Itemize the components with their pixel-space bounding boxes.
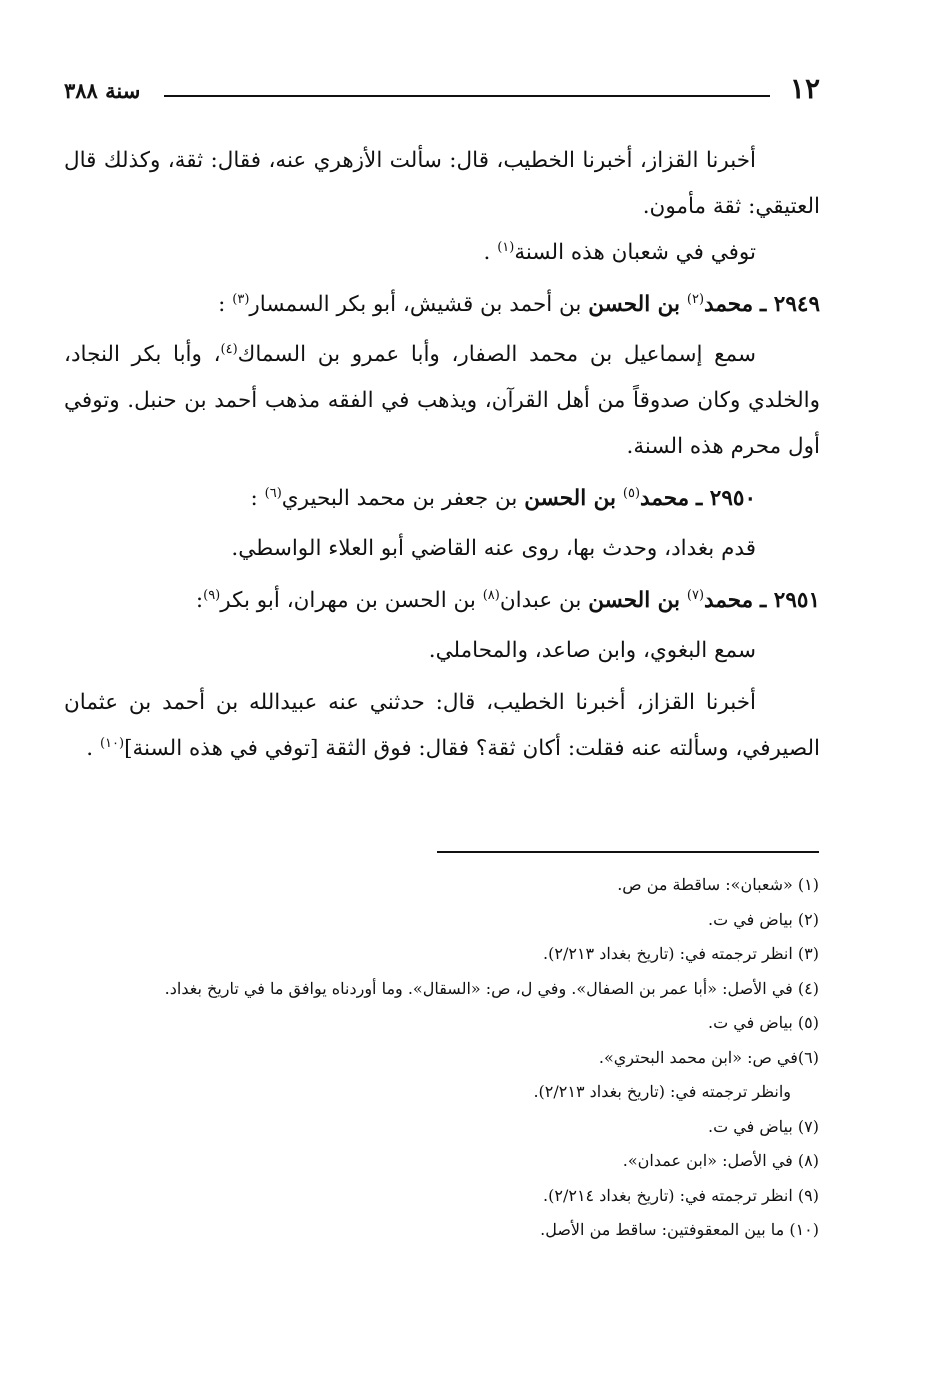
entry-lineage-cont: بن الحسن بن مهران، أبو بكر <box>220 588 476 613</box>
entry-name-cont: بن الحسن <box>588 292 681 317</box>
footnotes <box>103 868 819 1248</box>
main-text <box>64 138 820 772</box>
year-label: سنة ٣٨٨ <box>64 78 141 103</box>
paragraph-text: أخبرنا القزاز، أخبرنا الخطيب، قال: حدثني عنه عبيدالله بن أحمد بن عثمان الصيرفي، وسألته عنه فقلت: أكان ثقة؟ فقال: فوق الثقة [توفي في هذه السنة] <box>64 690 820 761</box>
running-header <box>64 72 820 112</box>
footnote: (١) «شعبان»: ساقطة من ص. <box>617 875 819 894</box>
punctuation: . <box>86 736 94 761</box>
paragraph-text: توفي في شعبان هذه السنة <box>514 240 756 265</box>
footnote: (٢) بياض في ت. <box>708 909 819 929</box>
paragraph: قدم بغداد، وحدث بها، روى عنه القاضي أبو العلاء الواسطي. <box>231 536 756 561</box>
entry-number: ٢٩٥٠ ـ <box>696 486 756 511</box>
footnote: (٥) بياض في ت. <box>708 1013 819 1032</box>
footnote-ref: (٨) <box>482 587 500 603</box>
entry-number: ٢٩٥١ ـ <box>760 588 820 613</box>
entry-lineage: بن جعفر بن محمد البحيري <box>281 486 518 511</box>
paragraph-text: ، وأبا بكر النجاد، والخلدي وكان صدوقاً من أهل القرآن، ويذهب في الفقه مذهب أحمد بن حنبل. وتوفي أول محرم هذه السنة. <box>64 342 820 459</box>
footnote-ref: (١٠) <box>99 735 125 751</box>
entry-lineage: بن عبدان <box>499 588 582 613</box>
punctuation: : <box>250 486 258 511</box>
entry-heading-2951 <box>64 578 820 624</box>
paragraph-text: سمع إسماعيل بن محمد الصفار، وأبا عمرو بن السماك <box>237 342 756 367</box>
paragraph <box>64 332 820 470</box>
punctuation: : <box>195 588 204 613</box>
entry-name: محمد <box>640 486 690 511</box>
footnote-ref: (٤) <box>220 341 238 357</box>
paragraph: سمع البغوي، وابن صاعد، والمحاملي. <box>428 638 756 663</box>
footnote-ref: (١) <box>497 239 515 255</box>
footnote-ref: (٧) <box>686 587 705 603</box>
footnote-ref: (٢) <box>686 291 705 307</box>
footnote-ref: (٥) <box>622 485 641 501</box>
footnote: (٤) في الأصل: «أبا عمر بن الصفال». وفي ل، ص: «السقال». وما أوردناه يوافق ما في تاريخ بغداد. <box>164 978 819 998</box>
entry-heading-2950 <box>64 476 820 522</box>
entry-heading-2949 <box>64 282 820 328</box>
footnote-ref: (٦) <box>264 485 282 501</box>
footnote: (٧) بياض في ت. <box>708 1116 819 1136</box>
footnote-separator <box>437 851 819 853</box>
footnote-continuation: وانظر ترجمته في: (تاريخ بغداد ٢/٢١٣). <box>533 1082 791 1101</box>
entry-name-cont: بن الحسن <box>588 588 681 613</box>
footnote-ref: (٩) <box>203 587 221 603</box>
footnote-ref: (٣) <box>232 291 250 307</box>
punctuation: . <box>483 240 491 265</box>
page-number: ١٢ <box>789 72 820 105</box>
footnote: (١٠) ما بين المعقوفتين: ساقط من الأصل. <box>540 1220 819 1239</box>
punctuation: : <box>218 292 226 317</box>
entry-number: ٢٩٤٩ ـ <box>760 292 820 317</box>
paragraph <box>64 230 820 276</box>
entry-name: محمد <box>704 292 754 317</box>
footnote: (٦)في ص: «ابن محمد البحتري». <box>598 1047 819 1067</box>
footnote: (٣) انظر ترجمته في: (تاريخ بغداد ٢/٢١٣). <box>543 944 819 963</box>
entry-name-cont: بن الحسن <box>524 486 617 511</box>
paragraph <box>64 680 820 772</box>
entry-lineage: بن أحمد بن قشيش، أبو بكر السمسار <box>249 292 582 317</box>
paragraph: أخبرنا القزاز، أخبرنا الخطيب، قال: سألت الأزهري عنه، فقال: ثقة، وكذلك قال العتيقي: ثقة مأمون. <box>64 148 820 219</box>
header-rule <box>164 95 770 97</box>
footnote: (٨) في الأصل: «ابن عمدان». <box>622 1151 819 1170</box>
footnote: (٩) انظر ترجمته في: (تاريخ بغداد ٢/٢١٤). <box>543 1185 819 1205</box>
entry-name: محمد <box>704 588 754 613</box>
